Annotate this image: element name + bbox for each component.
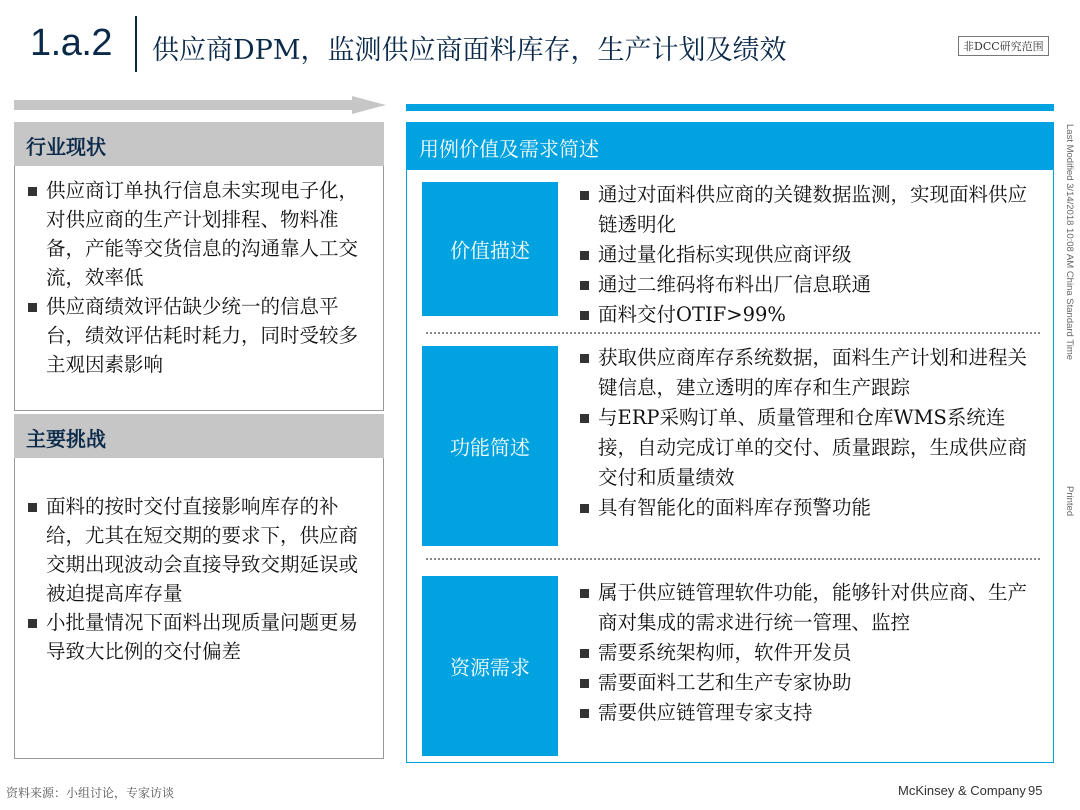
list-item: 属于供应链管理软件功能，能够针对供应商、生产商对集成的需求进行统一管理、监控 bbox=[578, 578, 1033, 638]
function-list bbox=[578, 343, 1033, 523]
resource-label: 资源需求 bbox=[450, 655, 530, 680]
list-item: 面料的按时交付直接影响库存的补给，尤其在短交期的要求下，供应商交期出现波动会直接导致交期延误或被迫提高库存量 bbox=[26, 492, 366, 608]
section-divider bbox=[426, 558, 1040, 560]
list-item: 需要系统架构师，软件开发员 bbox=[578, 638, 1033, 668]
list-item: 通过二维码将布料出厂信息联通 bbox=[578, 270, 1033, 300]
arrow-right-icon bbox=[14, 96, 386, 114]
status-heading: 行业现状 bbox=[26, 135, 106, 159]
function-label-box bbox=[422, 346, 558, 546]
challenges-heading: 主要挑战 bbox=[26, 427, 106, 451]
printed-stamp: Printed bbox=[1064, 486, 1075, 517]
usecase-heading-bar bbox=[406, 122, 1054, 170]
challenges-list bbox=[26, 492, 366, 666]
list-item: 供应商订单执行信息未实现电子化，对供应商的生产计划排程、物料准备，产能等交货信息的沟通靠人工交流，效率低 bbox=[26, 176, 366, 292]
usecase-heading: 用例价值及需求简述 bbox=[419, 137, 599, 161]
list-item: 获取供应商库存系统数据，面料生产计划和进程关键信息，建立透明的库存和生产跟踪 bbox=[578, 343, 1033, 403]
value-label: 价值描述 bbox=[450, 238, 530, 263]
scope-tag: 非DCC研究范围 bbox=[958, 36, 1049, 56]
right-accent-bar bbox=[406, 104, 1054, 111]
section-divider bbox=[426, 332, 1040, 334]
list-item: 面料交付OTIF>99% bbox=[578, 300, 1033, 330]
last-modified-stamp: Last Modified 3/14/2018 10:08 AM China Standard Time bbox=[1064, 124, 1075, 361]
list-item: 需要面料工艺和生产专家协助 bbox=[578, 668, 1033, 698]
list-item: 供应商绩效评估缺少统一的信息平台，绩效评估耗时耗力，同时受较多主观因素影响 bbox=[26, 292, 366, 379]
list-item: 具有智能化的面料库存预警功能 bbox=[578, 493, 1033, 523]
list-item: 小批量情况下面料出现质量问题更易导致大比例的交付偏差 bbox=[26, 608, 366, 666]
value-list bbox=[578, 180, 1033, 330]
challenges-heading-bar bbox=[14, 414, 384, 458]
function-label: 功能简述 bbox=[450, 435, 530, 460]
status-heading-bar bbox=[14, 122, 384, 166]
value-label-box bbox=[422, 182, 558, 316]
resource-list bbox=[578, 578, 1033, 728]
slide-code: 1.a.2 bbox=[30, 22, 113, 64]
status-list bbox=[26, 176, 366, 379]
source-note: 资料来源：小组讨论，专家访谈 bbox=[6, 786, 175, 800]
resource-label-box bbox=[422, 576, 558, 756]
page-number: 95 bbox=[1028, 783, 1043, 798]
list-item: 通过量化指标实现供应商评级 bbox=[578, 240, 1033, 270]
title-divider bbox=[135, 16, 137, 72]
company-name: McKinsey & Company bbox=[898, 783, 1026, 798]
list-item: 需要供应链管理专家支持 bbox=[578, 698, 1033, 728]
list-item: 与ERP采购订单、质量管理和仓库WMS系统连接，自动完成订单的交付、质量跟踪，生成供应商交付和质量绩效 bbox=[578, 403, 1033, 493]
slide-title: 供应商DPM，监测供应商面料库存，生产计划及绩效 bbox=[152, 35, 787, 66]
list-item: 通过对面料供应商的关键数据监测，实现面料供应链透明化 bbox=[578, 180, 1033, 240]
